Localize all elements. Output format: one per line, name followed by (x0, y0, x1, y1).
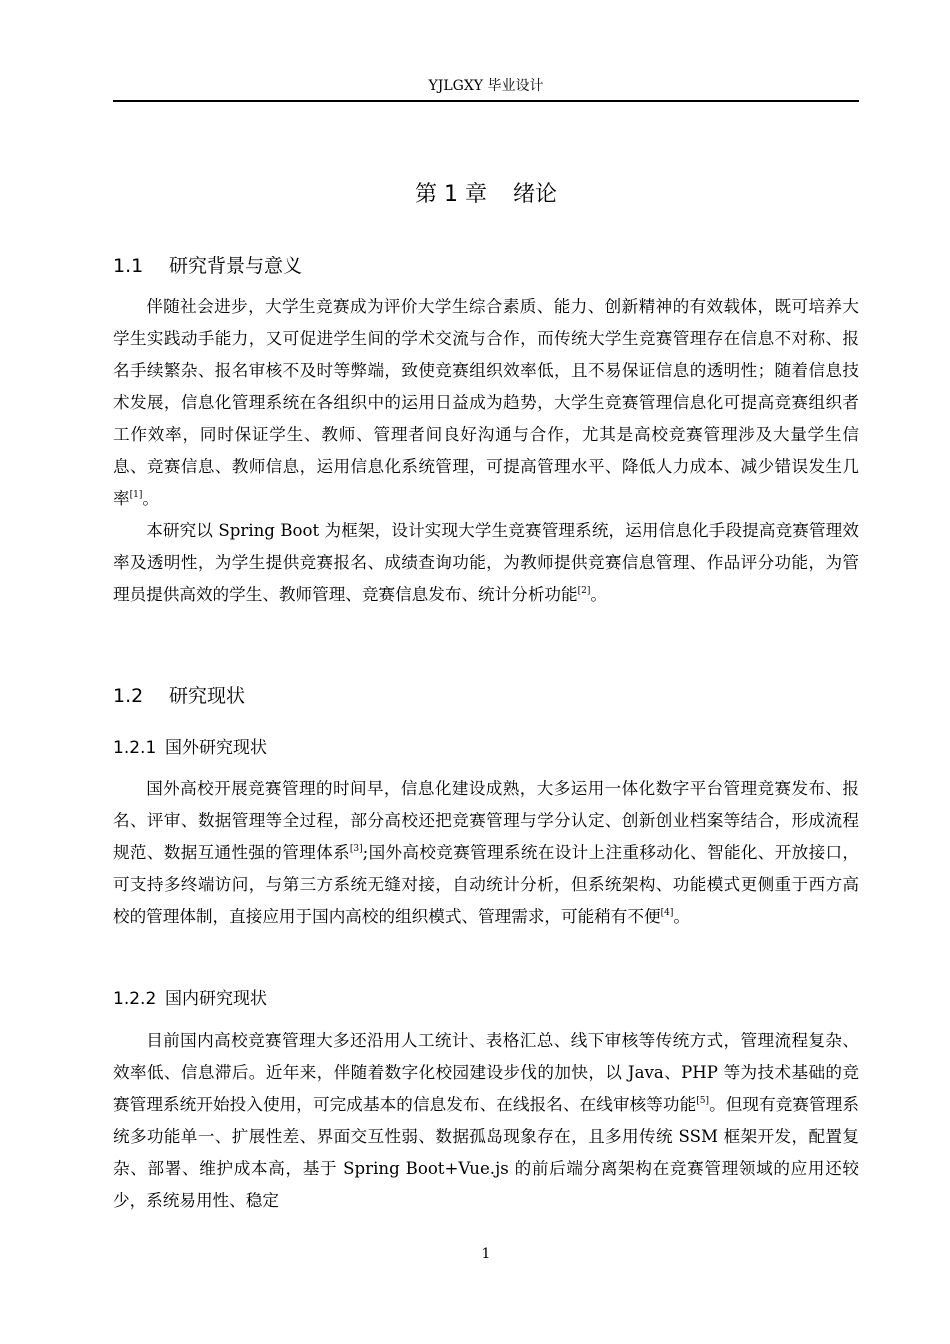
citation-ref: [4] (660, 908, 674, 918)
subsection-heading-1-2-1 (113, 735, 267, 761)
paragraph-text: 国外高校开展竞赛管理的时间早，信息化建设成熟，大多运用一体化数字平台管理竞赛发布、报名、评审、数据管理等全过程，部分高校还把竞赛管理与学分认定、创新创业档案等结合，形成流程规范、数据互通性强的管理体系 (113, 779, 859, 862)
subsection-number: 1.2.1 (113, 738, 157, 758)
paragraph-foreign-research (113, 773, 859, 933)
citation-ref: [2] (577, 586, 591, 596)
paragraph-text: ;国外高校竞赛管理系统在设计上注重移动化、智能化、开放接口，可支持多终端访问，与第三方系统无缝对接，自动统计分析，但系统架构、功能模式更侧重于西方高校的管理体制，直接应用于国内高校的组织模式、管理需求，可能稍有不便 (113, 843, 860, 926)
chapter-number: 第 1 章 (415, 182, 487, 207)
section-number: 1.1 (113, 255, 144, 277)
header-rule (113, 100, 859, 102)
paragraph-text: 目前国内高校竞赛管理大多还沿用人工统计、表格汇总、线下审核等传统方式，管理流程复杂、效率低、信息滞后。近年来，伴随着数字化校园建设步伐的加快，以 Java、PHP 等为技术基础的竞赛管理系统开始投入使用，可完成基本的信息发布、在线报名、在线审核等功能 (113, 1031, 859, 1114)
subsection-title: 国外研究现状 (165, 738, 267, 758)
paragraph-text: 。但现有竞赛管理系统多功能单一、扩展性差、界面交互性弱、数据孤岛现象存在，且多用传统 SSM 框架开发，配置复杂、部署、维护成本高，基于 Spring Boot+Vue.js 的前后端分离架构在竞赛管理领域的应用还较少，系统易用性、稳定 (113, 1095, 859, 1210)
citation-ref: [5] (696, 1096, 710, 1106)
section-heading-1-1 (113, 252, 302, 280)
running-header: YJLGXY 毕业设计 (428, 78, 544, 94)
subsection-heading-1-2-2 (113, 986, 267, 1012)
citation-ref: [1] (129, 490, 143, 500)
paragraph-domestic-research (113, 1025, 859, 1217)
paragraph-text: 本研究以 Spring Boot 为框架，设计实现大学生竞赛管理系统，运用信息化手段提高竞赛管理效率及透明性，为学生提供竞赛报名、成绩查询功能，为教师提供竞赛信息管理、作品评分功能，为管理员提供高效的学生、教师管理、竞赛信息发布、统计分析功能 (113, 521, 859, 604)
paragraph-end: 。 (673, 907, 690, 926)
subsection-number: 1.2.2 (113, 989, 157, 1009)
paragraph-end: 。 (590, 585, 607, 604)
subsection-title: 国内研究现状 (165, 989, 267, 1009)
section-number: 1.2 (113, 685, 144, 707)
page-number: 1 (481, 1246, 491, 1262)
chapter-title (113, 178, 859, 212)
paragraph-end: 。 (142, 489, 159, 508)
paragraph-text: 伴随社会进步，大学生竞赛成为评价大学生综合素质、能力、创新精神的有效载体，既可培养大学生实践动手能力，又可促进学生间的学术交流与合作，而传统大学生竞赛管理存在信息不对称、报名手续繁杂、报名审核不及时等弊端，致使竞赛组织效率低，且不易保证信息的透明性；随着信息技术发展，信息化管理系统在各组织中的运用日益成为趋势，大学生竞赛管理信息化可提高竞赛组织者工作效率，同时保证学生、教师、管理者间良好沟通与合作，尤其是高校竞赛管理涉及大量学生信息、竞赛信息、教师信息，运用信息化系统管理，可提高管理水平、降低人力成本、减少错误发生几率 (113, 297, 859, 508)
section-title: 研究现状 (169, 685, 246, 707)
citation-ref: [3] (349, 844, 363, 854)
section-heading-1-2 (113, 682, 245, 710)
paragraph-research-aim (113, 515, 859, 611)
section-title: 研究背景与意义 (169, 255, 303, 277)
paragraph-background (113, 291, 859, 515)
chapter-name: 绪论 (512, 182, 557, 207)
